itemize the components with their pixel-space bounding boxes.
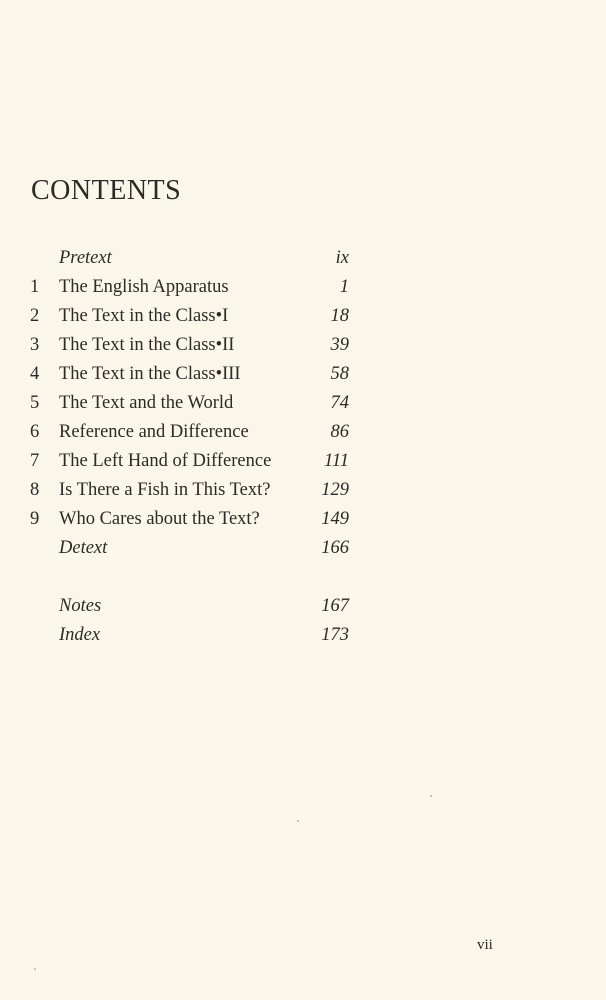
toc-entry [0, 447, 606, 476]
chapter-number: 3 [30, 335, 40, 355]
toc-entry-label: Detext [59, 538, 108, 558]
toc-entry-label: The English Apparatus [59, 277, 229, 297]
toc-entry-page: 18 [330, 306, 349, 326]
toc-entry-label: The Left Hand of Difference [59, 451, 272, 471]
toc-entry-detext [0, 534, 606, 563]
toc-entry-page: 129 [321, 480, 349, 500]
chapter-number: 5 [30, 393, 40, 413]
toc-entry-label: The Text and the World [59, 393, 234, 413]
toc-entry [0, 476, 606, 505]
toc-entry-page: 149 [321, 509, 349, 529]
toc-entry-page: ix [335, 248, 349, 268]
paper-speck [34, 968, 36, 970]
toc-entry [0, 418, 606, 447]
toc-entry [0, 389, 606, 418]
toc-entry [0, 331, 606, 360]
table-of-contents [0, 244, 606, 650]
page-title: CONTENTS [31, 175, 182, 206]
chapter-number: 2 [30, 306, 40, 326]
chapter-number: 9 [30, 509, 40, 529]
toc-entry-label: The Text in the Class•III [59, 364, 241, 384]
toc-entry-index [0, 621, 606, 650]
toc-entry-label: Pretext [59, 248, 112, 268]
toc-entry-notes [0, 592, 606, 621]
toc-entry [0, 505, 606, 534]
toc-entry-label: Reference and Difference [59, 422, 249, 442]
toc-entry-pretext [0, 244, 606, 273]
toc-entry-label: Notes [59, 596, 102, 616]
toc-entry-page: 39 [330, 335, 349, 355]
page-folio: vii [477, 937, 493, 953]
chapter-number: 4 [30, 364, 40, 384]
paper-speck [297, 820, 299, 822]
chapter-number: 6 [30, 422, 40, 442]
chapter-number: 8 [30, 480, 40, 500]
toc-entry-page: 173 [321, 625, 349, 645]
toc-spacer [0, 563, 606, 592]
toc-entry-page: 86 [330, 422, 349, 442]
toc-entry [0, 273, 606, 302]
chapter-number: 7 [30, 451, 40, 471]
toc-entry-page: 74 [330, 393, 349, 413]
toc-entry [0, 302, 606, 331]
toc-entry-page: 111 [323, 451, 349, 471]
toc-entry-label: Is There a Fish in This Text? [59, 480, 271, 500]
toc-entry-label: The Text in the Class•I [59, 306, 229, 326]
toc-entry-label: Who Cares about the Text? [59, 509, 260, 529]
toc-entry-page: 167 [321, 596, 349, 616]
toc-entry-label: The Text in the Class•II [59, 335, 235, 355]
toc-entry [0, 360, 606, 389]
toc-entry-page: 1 [339, 277, 349, 297]
toc-entry-page: 58 [330, 364, 349, 384]
paper-speck [430, 795, 432, 797]
toc-entry-page: 166 [321, 538, 349, 558]
chapter-number: 1 [30, 277, 40, 297]
toc-entry-label: Index [59, 625, 101, 645]
